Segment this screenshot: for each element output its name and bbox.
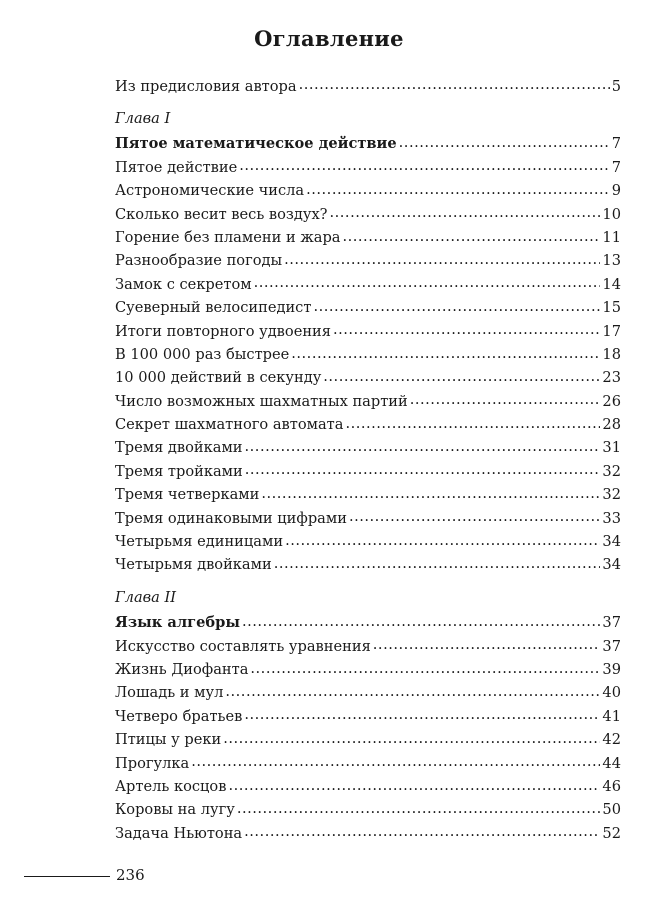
dot-leader [313,298,600,313]
toc-entry-page: 7 [611,135,621,153]
toc-entry-page: 7 [611,158,621,176]
dot-leader [284,251,600,266]
toc-entry [115,251,621,274]
toc-entry-title: Итоги повторного удвоения [115,322,331,340]
dot-leader [244,823,600,838]
toc-entry-page: 31 [602,439,621,457]
chapter-2-items [115,636,621,847]
dot-leader [291,344,600,359]
toc-entry-page: 18 [602,345,621,363]
toc-entry-title: Пятое математическое действие [115,135,397,153]
toc-entry [115,368,621,391]
toc-entry [115,683,621,706]
dot-leader [399,134,610,149]
toc-entry-page: 14 [602,275,621,293]
toc-entry-page: 13 [602,252,621,270]
toc-entry-page: 52 [602,824,621,842]
toc-entry-title: Жизнь Диофанта [115,660,249,678]
dot-leader [225,683,600,698]
dot-leader [333,321,600,336]
dot-leader [274,555,601,570]
toc-entry [115,321,621,344]
dot-leader [245,438,601,453]
table-of-contents [115,76,621,847]
toc-entry-title: Четырьмя двойками [115,556,272,574]
toc-entry-title: Язык алгебры [115,614,240,632]
toc-entry-page: 26 [602,392,621,410]
dot-leader [349,508,600,523]
toc-entry-page: 28 [602,416,621,434]
toc-entry [115,508,621,531]
toc-entry [115,414,621,437]
toc-entry [115,636,621,659]
toc-entry [115,555,621,578]
toc-entry-page: 17 [602,322,621,340]
toc-entry [115,706,621,729]
toc-entry-page: 5 [611,77,621,95]
toc-entry-page: 41 [602,707,621,725]
toc-entry-page: 50 [602,801,621,819]
dot-leader [244,706,600,721]
dot-leader [239,157,609,172]
toc-entry-page: 46 [602,777,621,795]
toc-entry-page: 15 [602,299,621,317]
chapter-1-label: Глава I [115,110,171,128]
toc-entry [115,438,621,461]
toc-entry-page: 42 [602,731,621,749]
chapter-1-items [115,157,621,578]
toc-entry [115,531,621,554]
toc-entry [115,274,621,297]
dot-leader [254,274,601,289]
toc-entry-title: Сколько весит весь воздух? [115,205,328,223]
toc-entry-title: Прогулка [115,754,190,772]
toc-entry-page: 33 [602,509,621,527]
dot-leader [261,485,600,500]
toc-entry-page: 32 [602,486,621,504]
page-number: 236 [116,866,145,884]
dot-leader [299,76,610,91]
dot-leader [343,227,601,242]
dot-leader [242,613,600,628]
toc-entry [115,461,621,484]
toc-entry-page: 40 [602,684,621,702]
toc-entry [115,298,621,321]
chapter-2-heading [115,613,621,636]
toc-entry [115,485,621,508]
dot-leader [250,659,600,674]
toc-entry-title: Пятое действие [115,158,238,176]
dot-leader [373,636,601,651]
toc-entry-title: Секрет шахматного автомата [115,416,344,434]
toc-entry-title: Задача Ньютона [115,824,243,842]
toc-entry-title: Четырьмя единицами [115,533,284,551]
toc-entry-title: Птицы у реки [115,731,222,749]
toc-entry-title: Тремя тройками [115,462,243,480]
toc-entry [115,776,621,799]
dot-leader [237,800,601,815]
toc-entry-title: Замок с секретом [115,275,252,293]
toc-entry-title: Горение без пламени и жара [115,228,341,246]
dot-leader [323,368,600,383]
toc-entry-page: 11 [602,228,621,246]
toc-entry [115,157,621,180]
toc-entry [115,659,621,682]
toc-entry-title: Астрономические числа [115,182,305,200]
dot-leader [223,730,600,745]
footer-rule [24,876,110,877]
dot-leader [345,414,600,429]
toc-entry-title: 10 000 действий в секунду [115,369,322,387]
toc-entry-title: Четверо братьев [115,707,243,725]
toc-entry-page: 37 [602,614,621,632]
toc-entry-page: 23 [602,369,621,387]
toc-entry-title: Тремя одинаковыми цифрами [115,509,347,527]
toc-entry-title: Искусство составлять уравнения [115,637,371,655]
toc-entry-page: 10 [602,205,621,223]
toc-entry [115,181,621,204]
toc-entry-title: Лошадь и мул [115,684,224,702]
toc-entry-page: 39 [602,660,621,678]
toc-entry [115,204,621,227]
toc-entry-page: 34 [602,533,621,551]
dot-leader [285,531,600,546]
toc-entry-page: 44 [602,754,621,772]
toc-entry-title: Тремя четверками [115,486,260,504]
dot-leader [191,753,600,768]
dot-leader [245,461,601,476]
toc-entry-preface [115,76,621,99]
dot-leader [306,181,610,196]
toc-entry-title: Тремя двойками [115,439,243,457]
toc-entry-title: Коровы на лугу [115,801,235,819]
toc-entry [115,227,621,250]
toc-entry [115,753,621,776]
toc-entry-title: Разнообразие погоды [115,252,283,270]
toc-entry-page: 32 [602,462,621,480]
toc-entry [115,391,621,414]
toc-entry-title: Число возможных шахматных партий [115,392,408,410]
toc-entry-page: 34 [602,556,621,574]
page-footer [24,866,145,884]
dot-leader [330,204,601,219]
toc-entry-title: Суеверный велосипедист [115,299,312,317]
toc-entry-page: 9 [611,182,621,200]
toc-entry-title: В 100 000 раз быстрее [115,345,290,363]
chapter-2-label: Глава II [115,589,177,607]
toc-entry [115,823,621,846]
chapter-1-heading [115,134,621,157]
toc-entry-title: Артель косцов [115,777,227,795]
toc-entry [115,800,621,823]
page-title: Оглавление [254,26,404,51]
toc-entry [115,730,621,753]
toc-entry-page: 37 [602,637,621,655]
dot-leader [410,391,601,406]
toc-entry [115,344,621,367]
dot-leader [228,776,600,791]
toc-entry-title: Из предисловия автора [115,77,297,95]
